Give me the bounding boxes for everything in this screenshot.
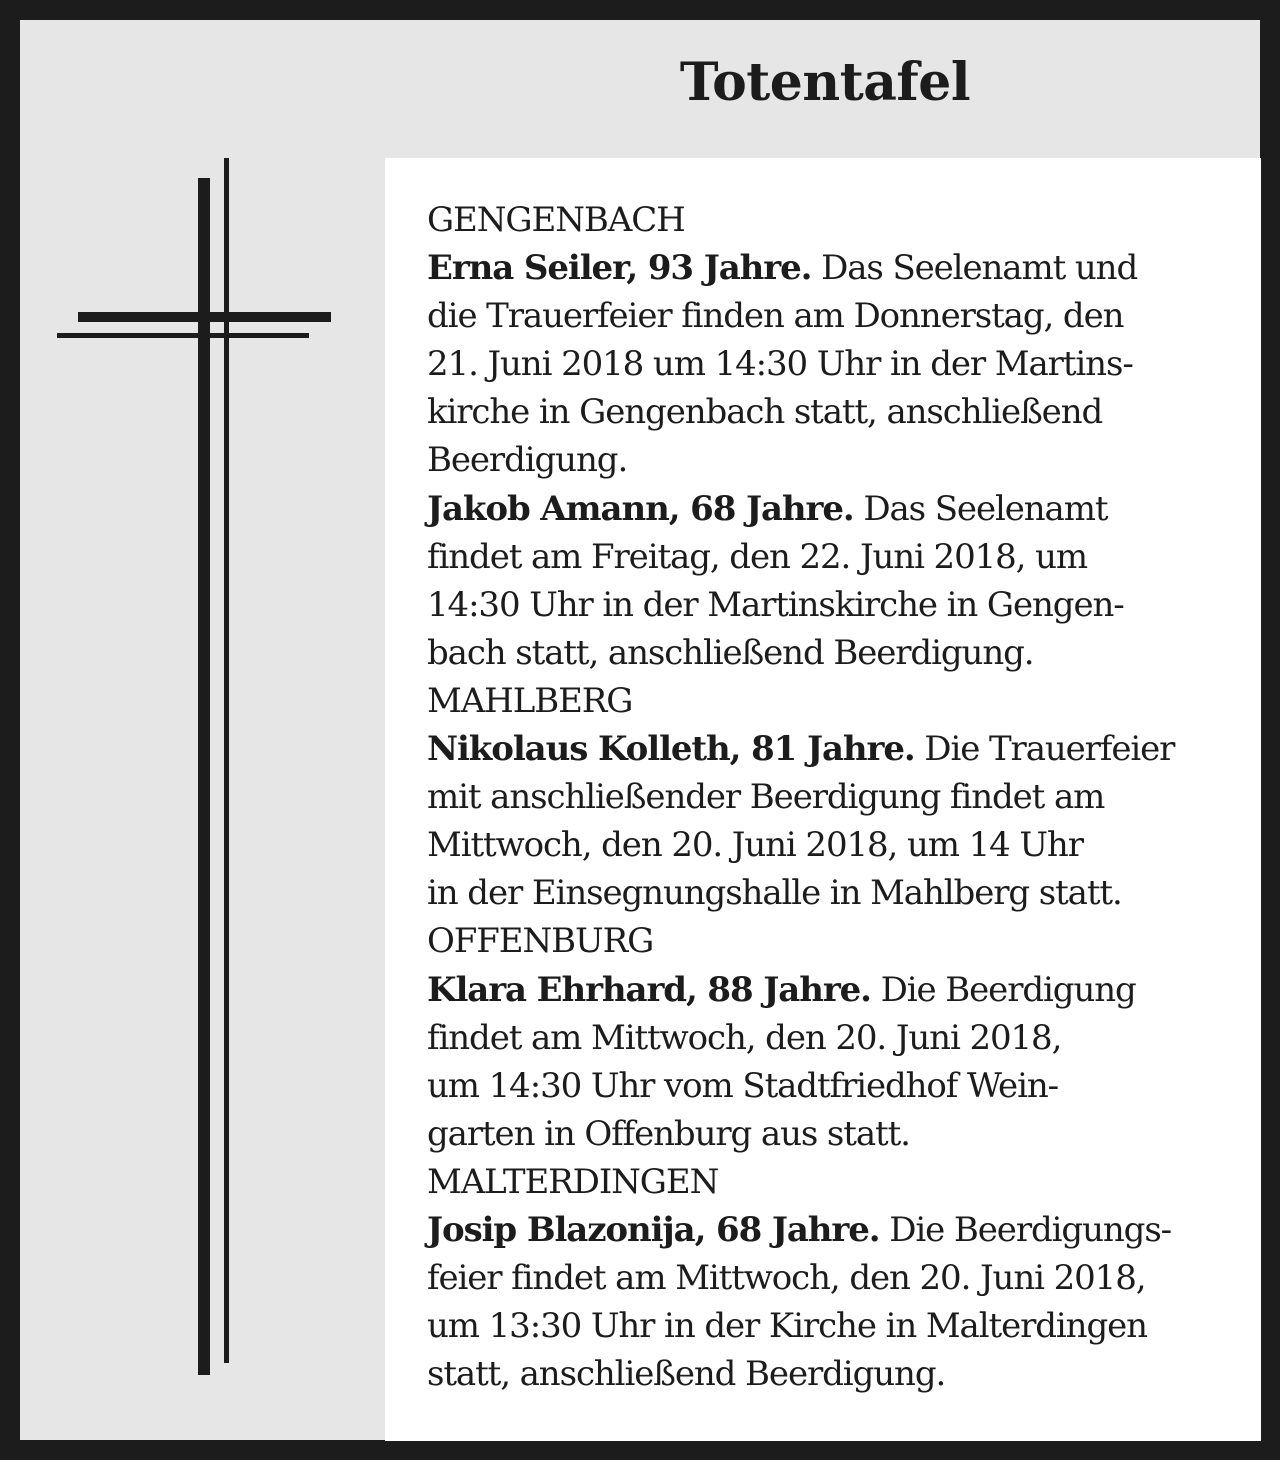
obituary-entry-line: feier findet am Mittwoch, den 20. Juni 2018,: [427, 1258, 1146, 1299]
notice-text: Die Beerdigung: [870, 969, 1136, 1010]
obituary-entry-line: die Trauerfeier finden am Donnerstag, den: [427, 296, 1124, 337]
cross-thick-horizontal: [78, 312, 331, 322]
obituary-entry-first-line: [427, 725, 1247, 773]
place-heading: MAHLBERG: [427, 680, 633, 721]
place-heading: GENGENBACH: [427, 200, 685, 240]
obituary-list: [427, 196, 1247, 1398]
cross-thin-vertical: [224, 158, 229, 1363]
obituary-entry-first-line: [427, 244, 1247, 292]
page-title: Totentafel: [679, 52, 971, 113]
notice-text: Die Beerdigungs-: [879, 1209, 1172, 1250]
obituary-entry-line: garten in Offenburg aus statt.: [427, 1113, 910, 1154]
obituary-entry-line: kirche in Gengenbach statt, anschließend: [427, 392, 1103, 433]
obituary-entry-line: um 14:30 Uhr vom Stadtfriedhof Wein-: [427, 1065, 1059, 1106]
obituary-entry-line: mit anschließender Beerdigung findet am: [427, 777, 1105, 818]
deceased-name: Jakob Amann, 68 Jahre.: [427, 488, 854, 529]
obituary-entry-line: findet am Mittwoch, den 20. Juni 2018,: [427, 1017, 1062, 1058]
deceased-name: Nikolaus Kolleth, 81 Jahre.: [427, 729, 915, 770]
notice-text: Das Seelenamt und: [811, 248, 1138, 289]
obituary-entry-first-line: [427, 966, 1247, 1014]
deceased-name: Josip Blazonija, 68 Jahre.: [427, 1209, 880, 1250]
obituary-entry-line: 21. Juni 2018 um 14:30 Uhr in der Martins-: [427, 344, 1133, 385]
obituary-entry-first-line: [427, 1206, 1247, 1254]
obituary-entry-line: Mittwoch, den 20. Juni 2018, um 14 Uhr: [427, 825, 1083, 866]
notice-text: Die Trauerfeier: [914, 729, 1175, 770]
deceased-name: Erna Seiler, 93 Jahre.: [427, 248, 812, 289]
obituary-entry-line: in der Einsegnungshalle in Mahlberg statt.: [427, 873, 1122, 914]
place-heading: MALTERDINGEN: [427, 1161, 719, 1202]
place-heading: OFFENBURG: [427, 921, 654, 962]
cross-icon: [0, 0, 360, 1400]
obituary-entry-line: findet am Freitag, den 22. Juni 2018, um: [427, 536, 1088, 577]
notice-text: Das Seelenamt: [853, 488, 1108, 529]
deceased-name: Klara Ehrhard, 88 Jahre.: [427, 969, 871, 1010]
obituary-entry-line: bach statt, anschließend Beerdigung.: [427, 632, 1034, 673]
obituary-entry-line: um 13:30 Uhr in der Kirche in Malterdingen: [427, 1306, 1147, 1347]
obituary-entry-first-line: [427, 485, 1247, 533]
cross-thick-vertical: [198, 178, 210, 1375]
obituary-entry-line: 14:30 Uhr in der Martinskirche in Gengen-: [427, 584, 1124, 625]
obituary-entry-line: Beerdigung.: [427, 440, 628, 481]
cross-thin-horizontal: [57, 333, 309, 338]
obituary-entry-line: statt, anschließend Beerdigung.: [427, 1354, 946, 1395]
